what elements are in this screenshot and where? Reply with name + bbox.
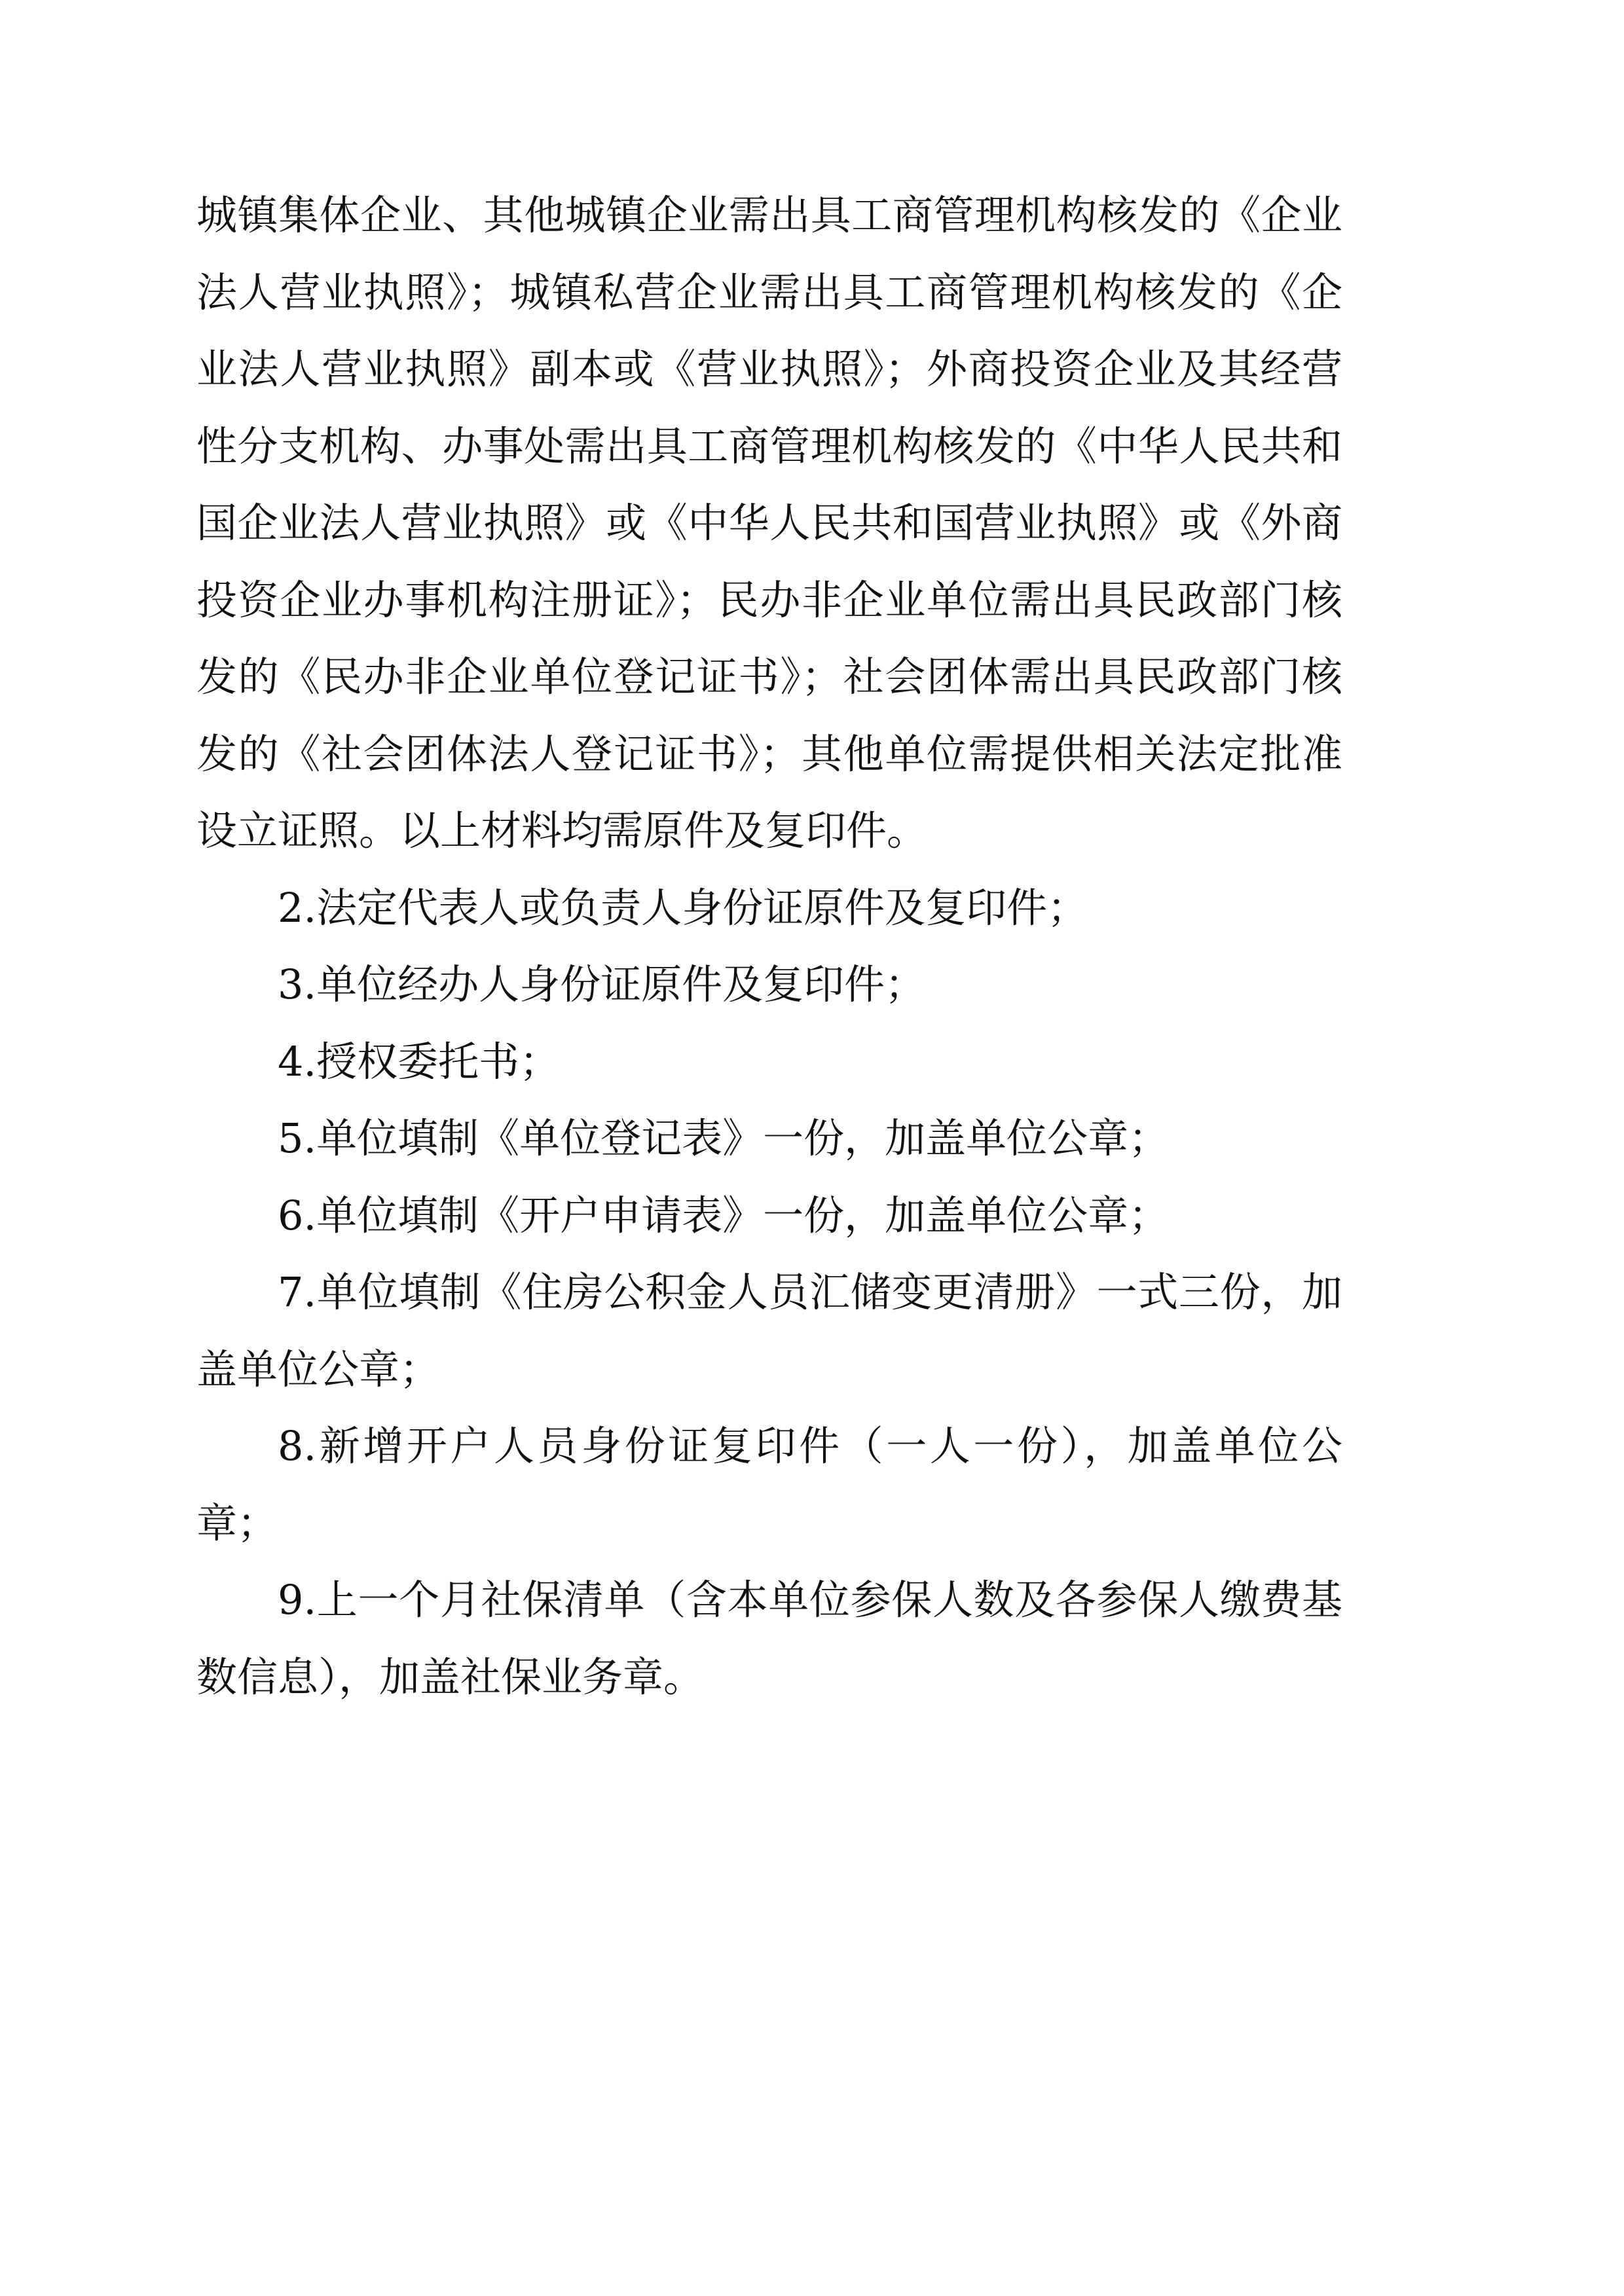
paragraph-continuation: 城镇集体企业、其他城镇企业需出具工商管理机构核发的《企业法人营业执照》；城镇私营企业需出具工商管理机构核发的《企业法人营业执照》副本或《营业执照》；外商投资企业及其经营性分支机构、办事处需出具工商管理机构核发的《中华人民共和国企业法人营业执照》或《中华人民共和国营业执照》或《外商投资企业办事机构注册证》；民办非企业单位需出具民政部门核发的《民办非企业单位登记证书》；社会团体需出具民政部门核发的《社会团体法人登记证书》；其他单位需提供相关法定批准设立证照。以上材料均需原件及复印件。: [196, 191, 1342, 854]
list-item-6: 6.单位填制《开户申请表》一份，加盖单位公章；: [278, 1191, 1170, 1239]
list-item-3: 3.单位经办人身份证原件及复印件；: [278, 960, 926, 1008]
list-item-2: 2.法定代表人或负责人身份证原件及复印件；: [278, 883, 1088, 932]
list-item-9: 9.上一个月社保清单（含本单位参保人数及各参保人缴费基数信息），加盖社保业务章。: [196, 1576, 1342, 1701]
list-item-8: 8.新增开户人员身份证复印件（一人一份），加盖单位公章；: [196, 1422, 1342, 1547]
document-page: [196, 177, 1342, 1715]
list-item-4: 4.授权委托书；: [278, 1037, 561, 1085]
list-item-5: 5.单位填制《单位登记表》一份，加盖单位公章；: [278, 1114, 1170, 1162]
list-item-7: 7.单位填制《住房公积金人员汇储变更清册》一式三份，加盖单位公章；: [196, 1268, 1342, 1393]
